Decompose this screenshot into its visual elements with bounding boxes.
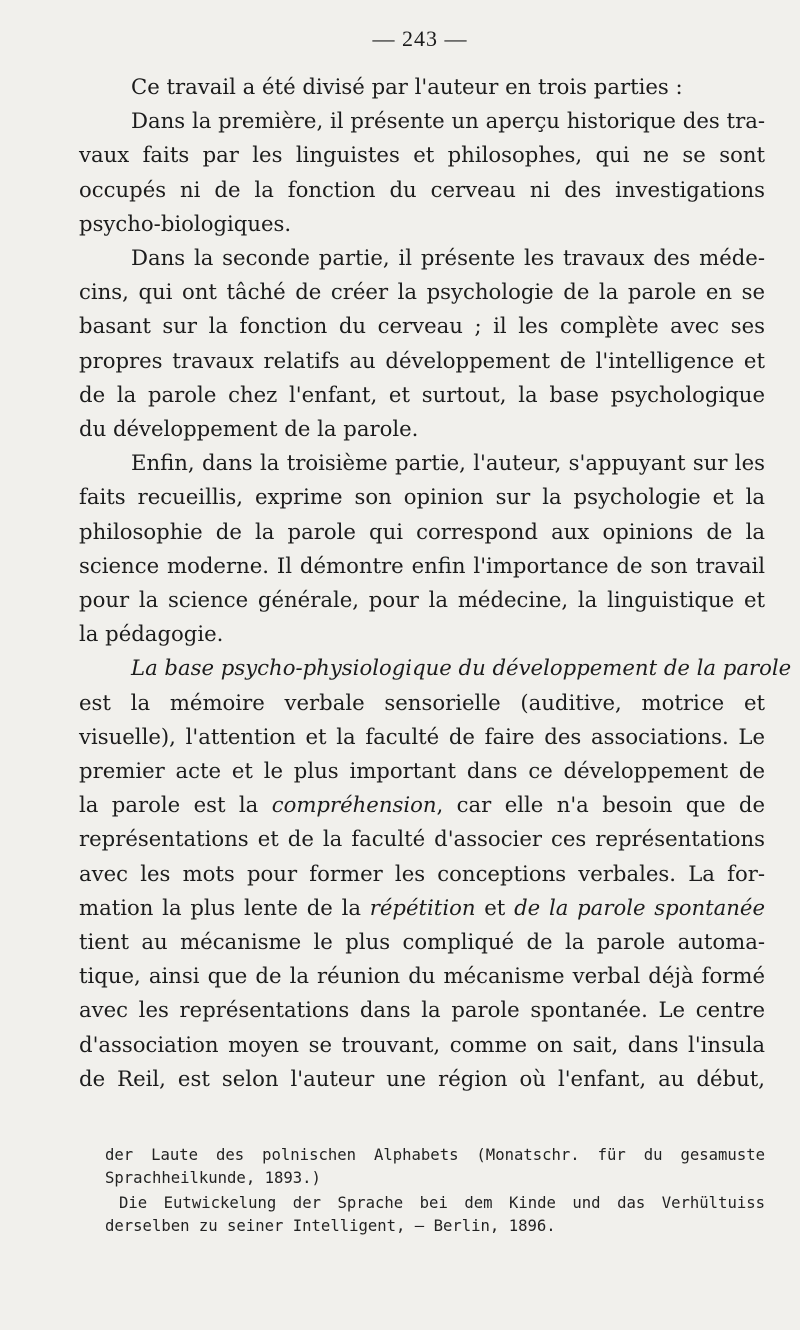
- paragraph-2: [79, 104, 765, 241]
- italic-phrase: de la parole spontanée: [514, 894, 765, 920]
- text-line: Dans la première, il présente un aperçu historique des tra-: [131, 108, 765, 134]
- italic-phrase: La base psycho-physiologique du développement de la parole: [131, 655, 792, 681]
- footnote-2: [105, 1192, 765, 1238]
- text-line: de la parole chez l'enfant, et surtout, la base psychologique: [79, 381, 765, 407]
- text-line: Ce travail a été divisé par l'auteur en trois parties :: [131, 74, 683, 99]
- text-run: la parole est la: [79, 792, 272, 818]
- text-line: premier acte et le plus important dans ce développement de: [79, 758, 765, 784]
- text-line: [79, 891, 765, 925]
- text-line: tique, ainsi que de la réunion du mécanisme verbal déjà formé: [79, 963, 765, 989]
- text-line: Dans la seconde partie, il présente les travaux des méde-: [131, 245, 765, 271]
- text-line: faits recueillis, exprime son opinion sur la psychologie et la: [79, 484, 765, 510]
- footnote-line: Die Eutwickelung der Sprache bei dem Kinde und das Verhültuiss: [119, 1194, 765, 1212]
- paragraph-4: [79, 446, 765, 651]
- text-line: avec les mots pour former les conceptions verbales. La for-: [79, 860, 765, 886]
- text-line: philosophie de la parole qui correspond aux opinions de la: [79, 518, 765, 544]
- footnote-line: der Laute des polnischen Alphabets (Monatschr. für du gesamuste: [105, 1146, 765, 1164]
- text-line: est la mémoire verbale sensorielle (auditive, motrice et: [79, 689, 765, 715]
- text-run: et: [475, 894, 515, 920]
- text-line: vaux faits par les linguistes et philosophes, qui ne se sont: [79, 142, 765, 168]
- page-number: — 243 —: [372, 26, 468, 51]
- paragraph-3: [79, 241, 765, 446]
- text-run: mation la plus lente de la: [79, 894, 370, 920]
- text-line: [79, 788, 765, 822]
- text-line: visuelle), l'attention et la faculté de faire des associations. Le: [79, 723, 765, 749]
- text-line: basant sur la fonction du cerveau ; il les complète avec ses: [79, 313, 765, 339]
- body-text: [79, 70, 792, 1096]
- paragraph-1: [105, 70, 765, 104]
- text-line: Enfin, dans la troisième partie, l'auteur, s'appuyant sur les: [131, 450, 765, 476]
- text-line: d'association moyen se trouvant, comme on sait, dans l'insula: [79, 1031, 765, 1057]
- text-line: propres travaux relatifs au développement de l'intelligence et: [79, 347, 765, 373]
- footnote-line: Sprachheilkunde, 1893.): [105, 1169, 321, 1187]
- text-line: la pédagogie.: [79, 621, 224, 647]
- paragraph-5: [79, 651, 792, 1096]
- footnote-line: derselben zu seiner Intelligent, — Berlin, 1896.: [105, 1217, 556, 1235]
- text-line: du développement de la parole.: [79, 416, 419, 442]
- text-line: avec les représentations dans la parole spontanée. Le centre: [79, 997, 765, 1023]
- italic-phrase: répétition: [369, 894, 476, 920]
- footnotes: [105, 1144, 765, 1240]
- text-line: cins, qui ont tâché de créer la psychologie de la parole en se: [79, 279, 765, 305]
- italic-phrase: compréhension: [271, 792, 437, 818]
- text-line: pour la science générale, pour la médecine, la linguistique et: [79, 587, 765, 613]
- footnote-1: [105, 1144, 765, 1190]
- text-line: représentations et de la faculté d'associer ces représentations: [79, 826, 765, 852]
- text-line: occupés ni de la fonction du cerveau ni des investigations: [79, 176, 765, 202]
- text-line: psycho-biologiques.: [79, 210, 292, 236]
- text-line: [105, 651, 792, 685]
- text-run: , car elle n'a besoin que de: [436, 792, 765, 818]
- text-line: de Reil, est selon l'auteur une région où l'enfant, au début,: [79, 1065, 765, 1091]
- text-line: tient au mécanisme le plus compliqué de la parole automa-: [79, 929, 765, 955]
- text-line: science moderne. Il démontre enfin l'importance de son travail: [79, 552, 765, 578]
